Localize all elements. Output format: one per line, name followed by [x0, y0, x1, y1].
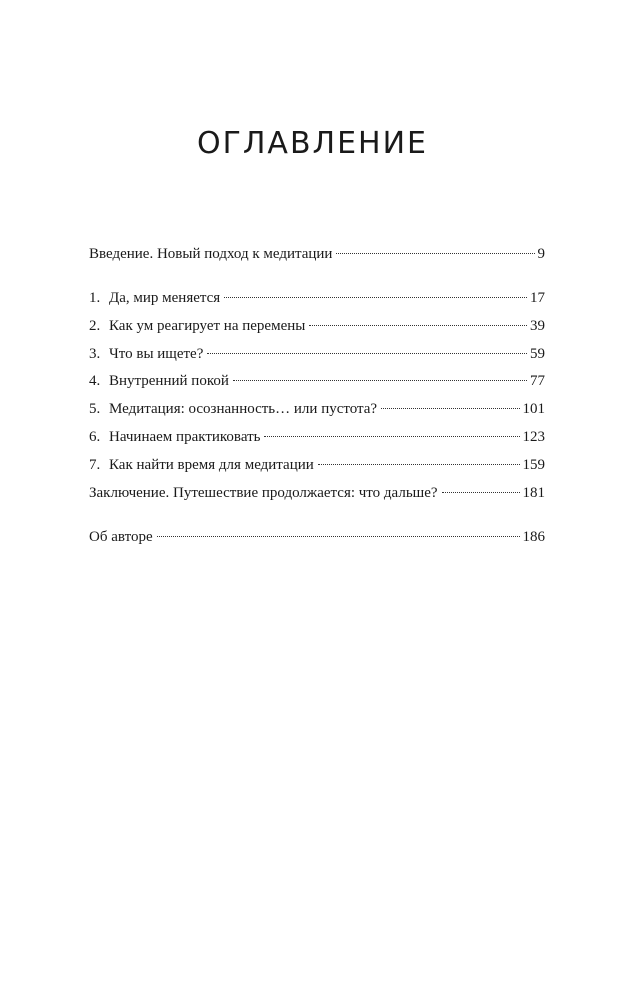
toc-entry-intro	[89, 243, 545, 265]
toc-entry-label: Об авторе	[89, 529, 153, 545]
toc-entry-chapter-3	[89, 343, 545, 365]
toc-entry-page: 9	[537, 246, 545, 262]
toc-entry-number: 2.	[89, 318, 101, 334]
toc-entry-chapter-5	[89, 398, 545, 420]
toc-entry-label: Внутренний покой	[109, 373, 229, 389]
toc-entry-chapter-6	[89, 426, 545, 448]
page-title: ОГЛАВЛЕНИЕ	[196, 126, 429, 161]
toc-entry-conclusion	[89, 482, 545, 504]
toc-entry-number: 4.	[89, 373, 101, 389]
toc-entry-page: 77	[530, 373, 545, 389]
toc-entry-label: Что вы ищете?	[109, 346, 204, 362]
dot-leader	[381, 408, 519, 409]
toc-entry-page: 186	[522, 529, 545, 545]
toc-entry-number: 1.	[89, 290, 101, 306]
dot-leader	[157, 536, 520, 537]
toc-entry-chapter-2	[89, 315, 545, 337]
toc-entry-label: Медитация: осознанность… или пустота?	[109, 401, 378, 417]
toc-entry-label: Да, мир меняется	[109, 290, 221, 306]
toc-entry-label: Заключение. Путешествие продолжается: что дальше?	[89, 485, 438, 501]
dot-leader	[264, 436, 519, 437]
toc-entry-page: 101	[522, 401, 545, 417]
toc-entry-about-author	[89, 526, 545, 548]
toc-entry-label: Введение. Новый подход к медитации	[89, 246, 333, 262]
toc-entry-label: Как ум реагирует на перемены	[109, 318, 306, 334]
dot-leader	[442, 492, 520, 493]
toc-entry-page: 159	[522, 457, 545, 473]
dot-leader	[233, 380, 527, 381]
toc-entry-number: 3.	[89, 346, 101, 362]
toc-entry-page: 181	[522, 485, 545, 501]
toc-entry-page: 39	[530, 318, 545, 334]
dot-leader	[207, 353, 527, 354]
toc-entry-number: 6.	[89, 429, 101, 445]
toc-entry-label: Начинаем практиковать	[109, 429, 261, 445]
toc-entry-chapter-4	[89, 370, 545, 392]
toc-entry-page: 59	[530, 346, 545, 362]
dot-leader	[336, 253, 534, 254]
toc-entry-chapter-1	[89, 287, 545, 309]
dot-leader	[309, 325, 527, 326]
toc-entry-label: Как найти время для медитации	[109, 457, 314, 473]
toc-entry-chapter-7	[89, 454, 545, 476]
toc-entry-number: 7.	[89, 457, 101, 473]
toc-entry-page: 123	[522, 429, 545, 445]
toc-entry-page: 17	[530, 290, 545, 306]
dot-leader	[224, 297, 527, 298]
dot-leader	[318, 464, 520, 465]
toc-entry-number: 5.	[89, 401, 101, 417]
